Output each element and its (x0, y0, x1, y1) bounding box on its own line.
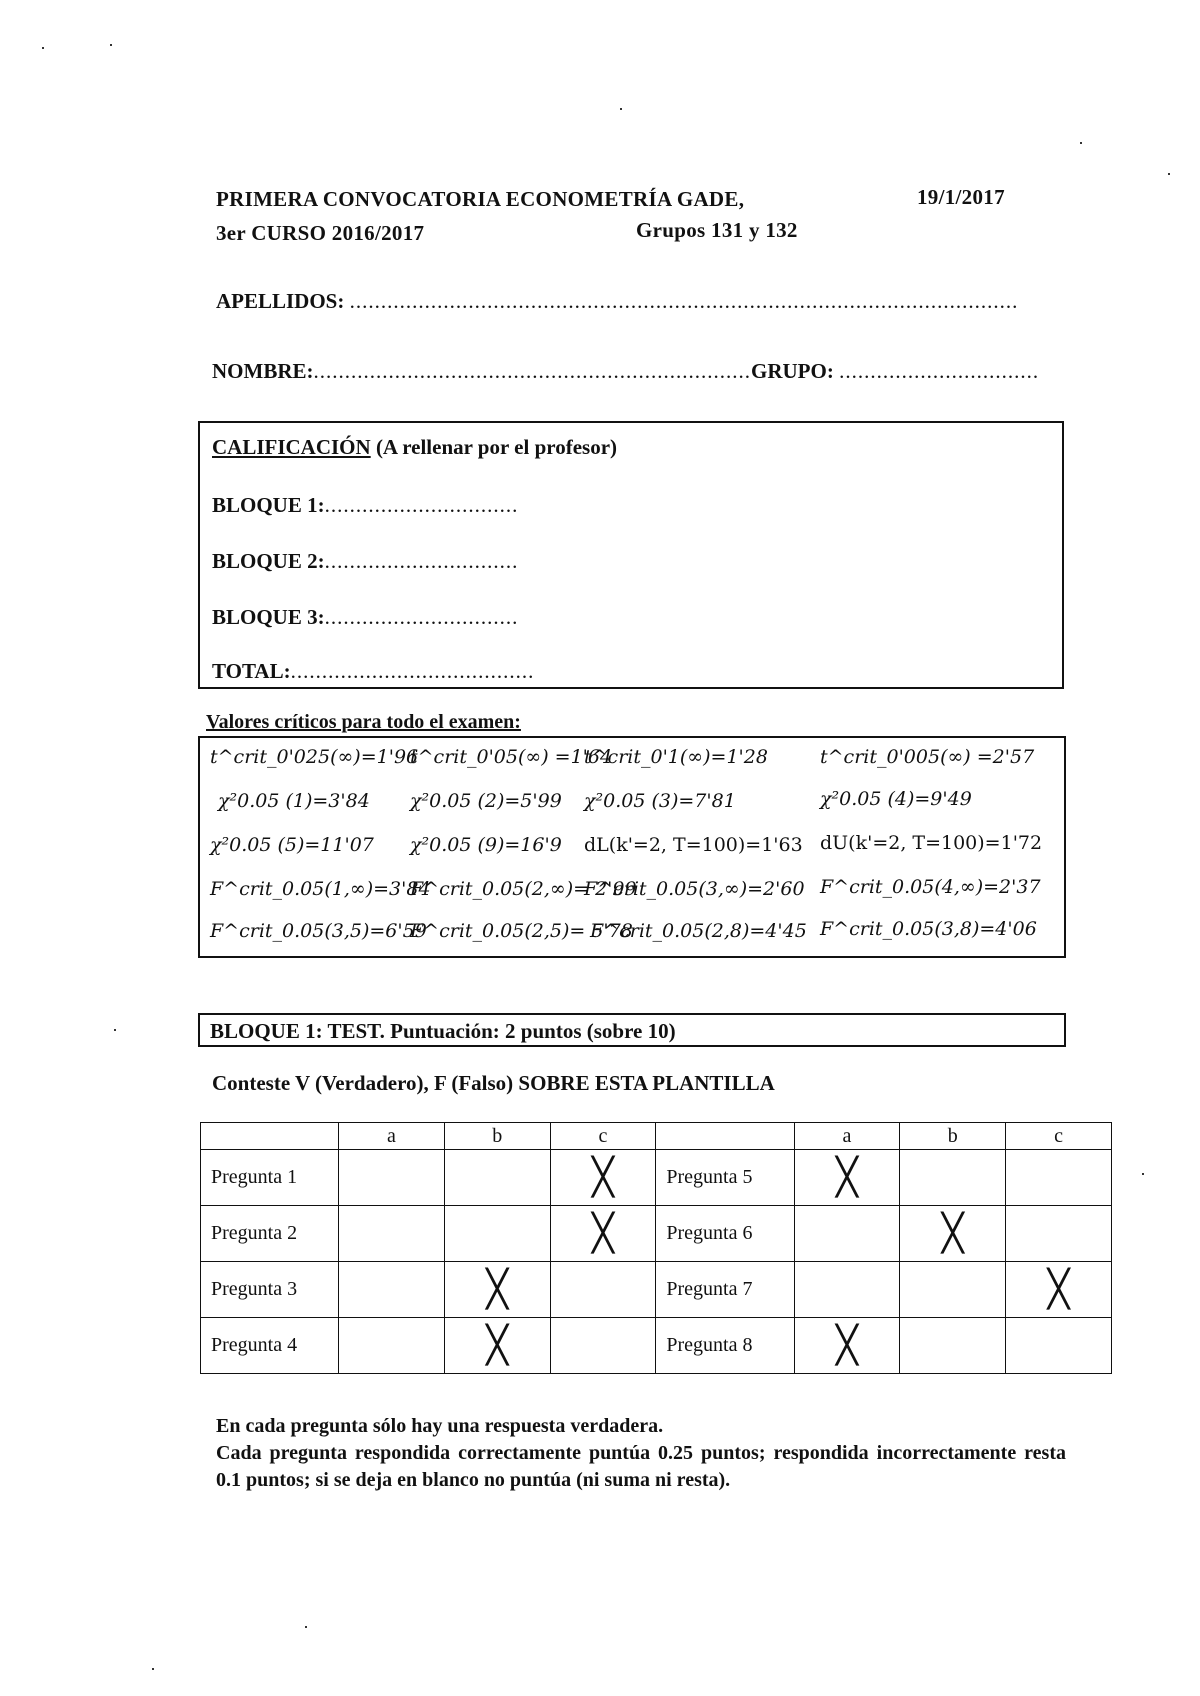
answer-cell-a[interactable] (339, 1262, 445, 1318)
answer-cell-c[interactable] (550, 1318, 656, 1374)
option-header: b (900, 1123, 1006, 1150)
option-header: b (444, 1123, 550, 1150)
header-blank (656, 1123, 794, 1150)
x-mark-icon: ╳ (836, 1156, 858, 1198)
grading-note: (A rellenar por el profesor) (375, 435, 618, 459)
option-header: a (339, 1123, 445, 1150)
grading-row-label: BLOQUE 2: (212, 549, 325, 573)
crit-value: χ²0.05 (9)=16'9 (410, 834, 562, 856)
x-mark-icon: ╳ (1047, 1268, 1070, 1310)
apellidos-label: APELLIDOS: (216, 289, 345, 313)
exam-date: 19/1/2017 (917, 185, 1005, 209)
answer-row (201, 1150, 1112, 1206)
apellidos-dots: ........................................................................................................... (349, 289, 1019, 313)
groups-line: Grupos 131 y 132 (636, 218, 798, 242)
answer-grid-body (201, 1150, 1112, 1374)
crit-value: F^crit_0.05(2,∞)= 2'99 (410, 878, 637, 900)
answer-cell-a[interactable] (794, 1206, 900, 1262)
grading-row-label: BLOQUE 3: (212, 605, 325, 629)
grading-row-label: TOTAL: (212, 659, 291, 683)
grading-row-total (212, 659, 534, 684)
crit-value: F^crit_0.05(4,∞)=2'37 (820, 876, 1041, 898)
crit-value: F^crit_0.05(3,5)=6'59 (210, 920, 427, 942)
bloque1-instruction: Conteste V (Verdadero), F (Falso) SOBRE ESTA PLANTILLA (212, 1071, 775, 1095)
crit-value: F^crit_0.05(3,∞)=2'60 (584, 878, 805, 900)
answer-cell-b[interactable] (444, 1206, 550, 1262)
grading-row-dots: ....................................... (290, 659, 535, 683)
grupo-dots: ................................ (839, 359, 1040, 383)
nombre-dots: ...................................................................... (313, 359, 751, 383)
question-label: Pregunta 7 (656, 1262, 794, 1318)
answer-cell-c[interactable] (1006, 1206, 1112, 1262)
question-label: Pregunta 1 (201, 1150, 339, 1206)
bloque1-title: BLOQUE 1: TEST. Puntuación: 2 puntos (sobre 10) (198, 1013, 1066, 1047)
answer-grid (200, 1122, 1112, 1374)
grading-box (198, 421, 1064, 689)
grading-row-dots: ............................... (324, 549, 519, 573)
header-blank (201, 1123, 339, 1150)
answer-cell-c[interactable] (550, 1150, 656, 1206)
scan-speck (1168, 173, 1170, 175)
answer-cell-b[interactable] (444, 1262, 550, 1318)
crit-value: F^crit_0.05(1,∞)=3'84 (210, 878, 431, 900)
grading-row-bloque1 (212, 493, 518, 518)
answer-cell-b[interactable] (444, 1318, 550, 1374)
scan-speck (305, 1626, 307, 1628)
answer-grid-header (201, 1123, 1112, 1150)
answer-cell-a[interactable] (339, 1318, 445, 1374)
grading-row-bloque3 (212, 605, 518, 630)
answer-cell-b[interactable] (900, 1150, 1006, 1206)
answer-row (201, 1318, 1112, 1374)
answer-cell-b[interactable] (900, 1262, 1006, 1318)
crit-value: χ²0.05 (2)=5'99 (410, 790, 562, 812)
crit-value: χ²0.05 (3)=7'81 (584, 790, 736, 812)
crit-value: F^crit_0.05(2,5)= 5'78 (410, 920, 633, 942)
grading-title-row (212, 435, 617, 460)
crit-value: F^crit_0.05(3,8)=4'06 (820, 918, 1037, 940)
answer-cell-a[interactable] (339, 1206, 445, 1262)
grading-row-dots: ............................... (324, 605, 519, 629)
crit-value: t^crit_0'005(∞) =2'57 (820, 746, 1035, 768)
crit-value: dL(k'=2, T=100)=1'63 (584, 834, 803, 856)
grading-row-bloque2 (212, 549, 518, 574)
scan-speck (42, 47, 44, 49)
answer-cell-c[interactable] (1006, 1262, 1112, 1318)
crit-value: χ²0.05 (1)=3'84 (218, 790, 370, 812)
answer-cell-b[interactable] (900, 1206, 1006, 1262)
question-label: Pregunta 4 (201, 1318, 339, 1374)
scan-speck (1080, 142, 1082, 144)
crit-value: t^crit_0'05(∞) =1'64 (410, 746, 613, 768)
option-header: a (794, 1123, 900, 1150)
option-header: c (1006, 1123, 1112, 1150)
scoring-rule-2: Cada pregunta respondida correctamente puntúa 0.25 puntos; respondida incorrectamente resta 0.1 puntos; si se deja en blanco no puntúa (ni suma ni resta). (216, 1442, 1066, 1491)
grupo-label: GRUPO: (751, 359, 834, 383)
answer-cell-c[interactable] (1006, 1318, 1112, 1374)
answer-cell-c[interactable] (550, 1262, 656, 1318)
scan-speck (620, 108, 622, 110)
crit-value: t^crit_0'025(∞)=1'96 (210, 746, 419, 768)
question-label: Pregunta 6 (656, 1206, 794, 1262)
scoring-rules (216, 1413, 1066, 1494)
scan-speck (114, 1029, 116, 1031)
nombre-field[interactable] (212, 359, 1039, 384)
x-mark-icon: ╳ (486, 1324, 509, 1366)
grading-row-label: BLOQUE 1: (212, 493, 325, 517)
course-line: 3er CURSO 2016/2017 (216, 221, 425, 245)
crit-value: χ²0.05 (5)=11'07 (210, 834, 374, 856)
question-label: Pregunta 2 (201, 1206, 339, 1262)
x-mark-icon: ╳ (941, 1212, 964, 1254)
nombre-label: NOMBRE: (212, 359, 314, 383)
x-mark-icon: ╳ (836, 1324, 858, 1366)
answer-cell-a[interactable] (339, 1150, 445, 1206)
question-label: Pregunta 3 (201, 1262, 339, 1318)
answer-cell-a[interactable] (794, 1150, 900, 1206)
grading-title: CALIFICACIÓN (212, 435, 371, 459)
option-header: c (550, 1123, 656, 1150)
crit-value: χ²0.05 (4)=9'49 (820, 788, 972, 810)
x-mark-icon: ╳ (592, 1156, 614, 1198)
x-mark-icon: ╳ (592, 1212, 614, 1254)
scoring-rule-1: En cada pregunta sólo hay una respuesta verdadera. (216, 1415, 664, 1437)
apellidos-field[interactable] (216, 289, 1018, 314)
scan-speck (152, 1668, 154, 1670)
critical-values-box (198, 736, 1066, 958)
answer-row (201, 1262, 1112, 1318)
answer-cell-b[interactable] (900, 1318, 1006, 1374)
answer-cell-c[interactable] (550, 1206, 656, 1262)
scan-speck (1142, 1173, 1144, 1175)
answer-cell-b[interactable] (444, 1150, 550, 1206)
grading-row-dots: ............................... (324, 493, 519, 517)
x-mark-icon: ╳ (486, 1268, 509, 1310)
crit-value: dU(k'=2, T=100)=1'72 (820, 832, 1043, 854)
critical-values-label: Valores críticos para todo el examen: (206, 711, 521, 733)
crit-value: t^crit_0'1(∞)=1'28 (584, 746, 768, 768)
crit-value: F^crit_0.05(2,8)=4'45 (590, 920, 807, 942)
question-label: Pregunta 5 (656, 1150, 794, 1206)
answer-row (201, 1206, 1112, 1262)
exam-title: PRIMERA CONVOCATORIA ECONOMETRÍA GADE, (216, 187, 745, 211)
answer-cell-a[interactable] (794, 1318, 900, 1374)
answer-cell-a[interactable] (794, 1262, 900, 1318)
scan-speck (110, 44, 112, 46)
answer-cell-c[interactable] (1006, 1150, 1112, 1206)
question-label: Pregunta 8 (656, 1318, 794, 1374)
